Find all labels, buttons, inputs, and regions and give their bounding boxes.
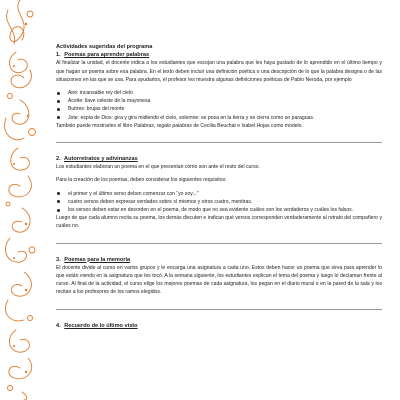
section-3 bbox=[56, 256, 382, 297]
section-4 bbox=[56, 322, 382, 330]
section-paragraph: El docente divide al curso en varios grupos y le encarga una asignatura a cada uno. Estos deben hacer un poema que sirva para aprender lo que están viendo en la asignatura que les tocó. A la semana siguiente, los estudiantes explican el tema del poema y luego lo declaman frente al curso. Al final de la actividad, el curso elige los mejores poemas de cada asignatura, los pegan en el diario mural o en la pared de la sala y los recitan a los profesores de los ramos elegidos. bbox=[56, 264, 382, 296]
section-1 bbox=[56, 51, 382, 130]
section-number: 1. bbox=[56, 52, 61, 59]
section-paragraph: Los estudiantes elaboran un poema en el que presentan cómo son ante el resto del curso. bbox=[56, 164, 260, 171]
bullet-icon bbox=[57, 200, 60, 203]
list-item bbox=[56, 190, 382, 198]
section-divider bbox=[56, 142, 382, 143]
bullet-icon bbox=[57, 192, 60, 195]
bullet-icon bbox=[57, 116, 60, 119]
list-item-text: Jote: espía de Dios: gira y gira midiendo el cielo, solemne: se posa en la tierra y se cierra como un paraguas. bbox=[68, 114, 315, 121]
list-item-text: cuatro versos deben expresar verdades sobre sí mismos y otros cuatro, mentiras. bbox=[68, 198, 253, 205]
list-item bbox=[56, 97, 382, 105]
list-item bbox=[56, 206, 382, 214]
book-title: regalo palabras bbox=[156, 122, 192, 129]
list-item-text: Buitres: brujas del monte bbox=[68, 106, 125, 113]
list-item bbox=[56, 105, 382, 113]
section-2 bbox=[56, 155, 382, 231]
book-title: Palabras, bbox=[133, 122, 156, 129]
section-heading bbox=[56, 322, 382, 330]
definitions-list bbox=[56, 89, 382, 122]
section-paragraph: Para la creación de los poemas, deben considerar los siguientes requisitos: bbox=[56, 177, 227, 184]
section-paragraph: Al finalizar la unidad, el docente indica a los estudiantes que escojan una palabra que les haya gustado de lo aprendido en el último tiempo y que hagan un poema sobre esa palabra. En el texto deben incluir una definición poética o una descripción de lo que la palabra designa o de las situaciones en las que se usa. Para ayudarlos, el profesor les muestra algunas definiciones poéticas de Pablo Neruda, por ejemplo bbox=[56, 60, 382, 83]
bullet-icon bbox=[57, 100, 60, 103]
requirements-list bbox=[56, 190, 382, 215]
list-item bbox=[56, 114, 382, 122]
list-item bbox=[56, 89, 382, 97]
section-closing bbox=[56, 122, 382, 130]
section-divider bbox=[56, 309, 382, 310]
section-divider bbox=[56, 243, 382, 244]
section-title: Poemas para la memoria bbox=[64, 256, 131, 263]
bullet-icon bbox=[57, 92, 60, 95]
section-closing: Luego de que cada alumno recita su poema, los demás discuten e indican qué versos corresponden verdaderamente al retrato del compañero y cuáles no. bbox=[56, 215, 382, 230]
document-title: Actividades sugeridas del programa bbox=[56, 44, 153, 50]
bullet-icon bbox=[57, 108, 60, 111]
section-number: 4. bbox=[56, 322, 61, 329]
list-item-text: Aceite: llave celeste de la mayonesa bbox=[68, 98, 151, 105]
section-number: 3. bbox=[56, 256, 61, 263]
document-body bbox=[56, 43, 382, 330]
section-number: 2. bbox=[56, 156, 61, 163]
list-item-text: Aire: incansable rey del cielo bbox=[68, 90, 133, 97]
section-title: Poemas para aprender palabras bbox=[64, 52, 150, 59]
section-title: Recuerdo de lo último visto bbox=[64, 322, 138, 329]
list-item-text: los versos deben estar en desorden en el poema, de modo que no sea evidente cuáles son los verdaderos y cuáles los falsos. bbox=[68, 207, 354, 214]
list-item bbox=[56, 198, 382, 206]
bullet-icon bbox=[57, 209, 60, 212]
closing-text: También puede mostrarles el libro bbox=[56, 122, 134, 129]
section-heading bbox=[56, 51, 382, 59]
section-title: Autorretratos y adivinanzas bbox=[64, 156, 138, 163]
orange-swirl-border bbox=[0, 0, 48, 400]
section-heading bbox=[56, 256, 382, 264]
section-heading bbox=[56, 155, 382, 163]
closing-text: de Cecilia Beuchat e Isabel Hojas como modelo. bbox=[191, 122, 303, 129]
list-item-text: el primer y el último verso deben comenzar con “yo soy...” bbox=[68, 190, 199, 197]
